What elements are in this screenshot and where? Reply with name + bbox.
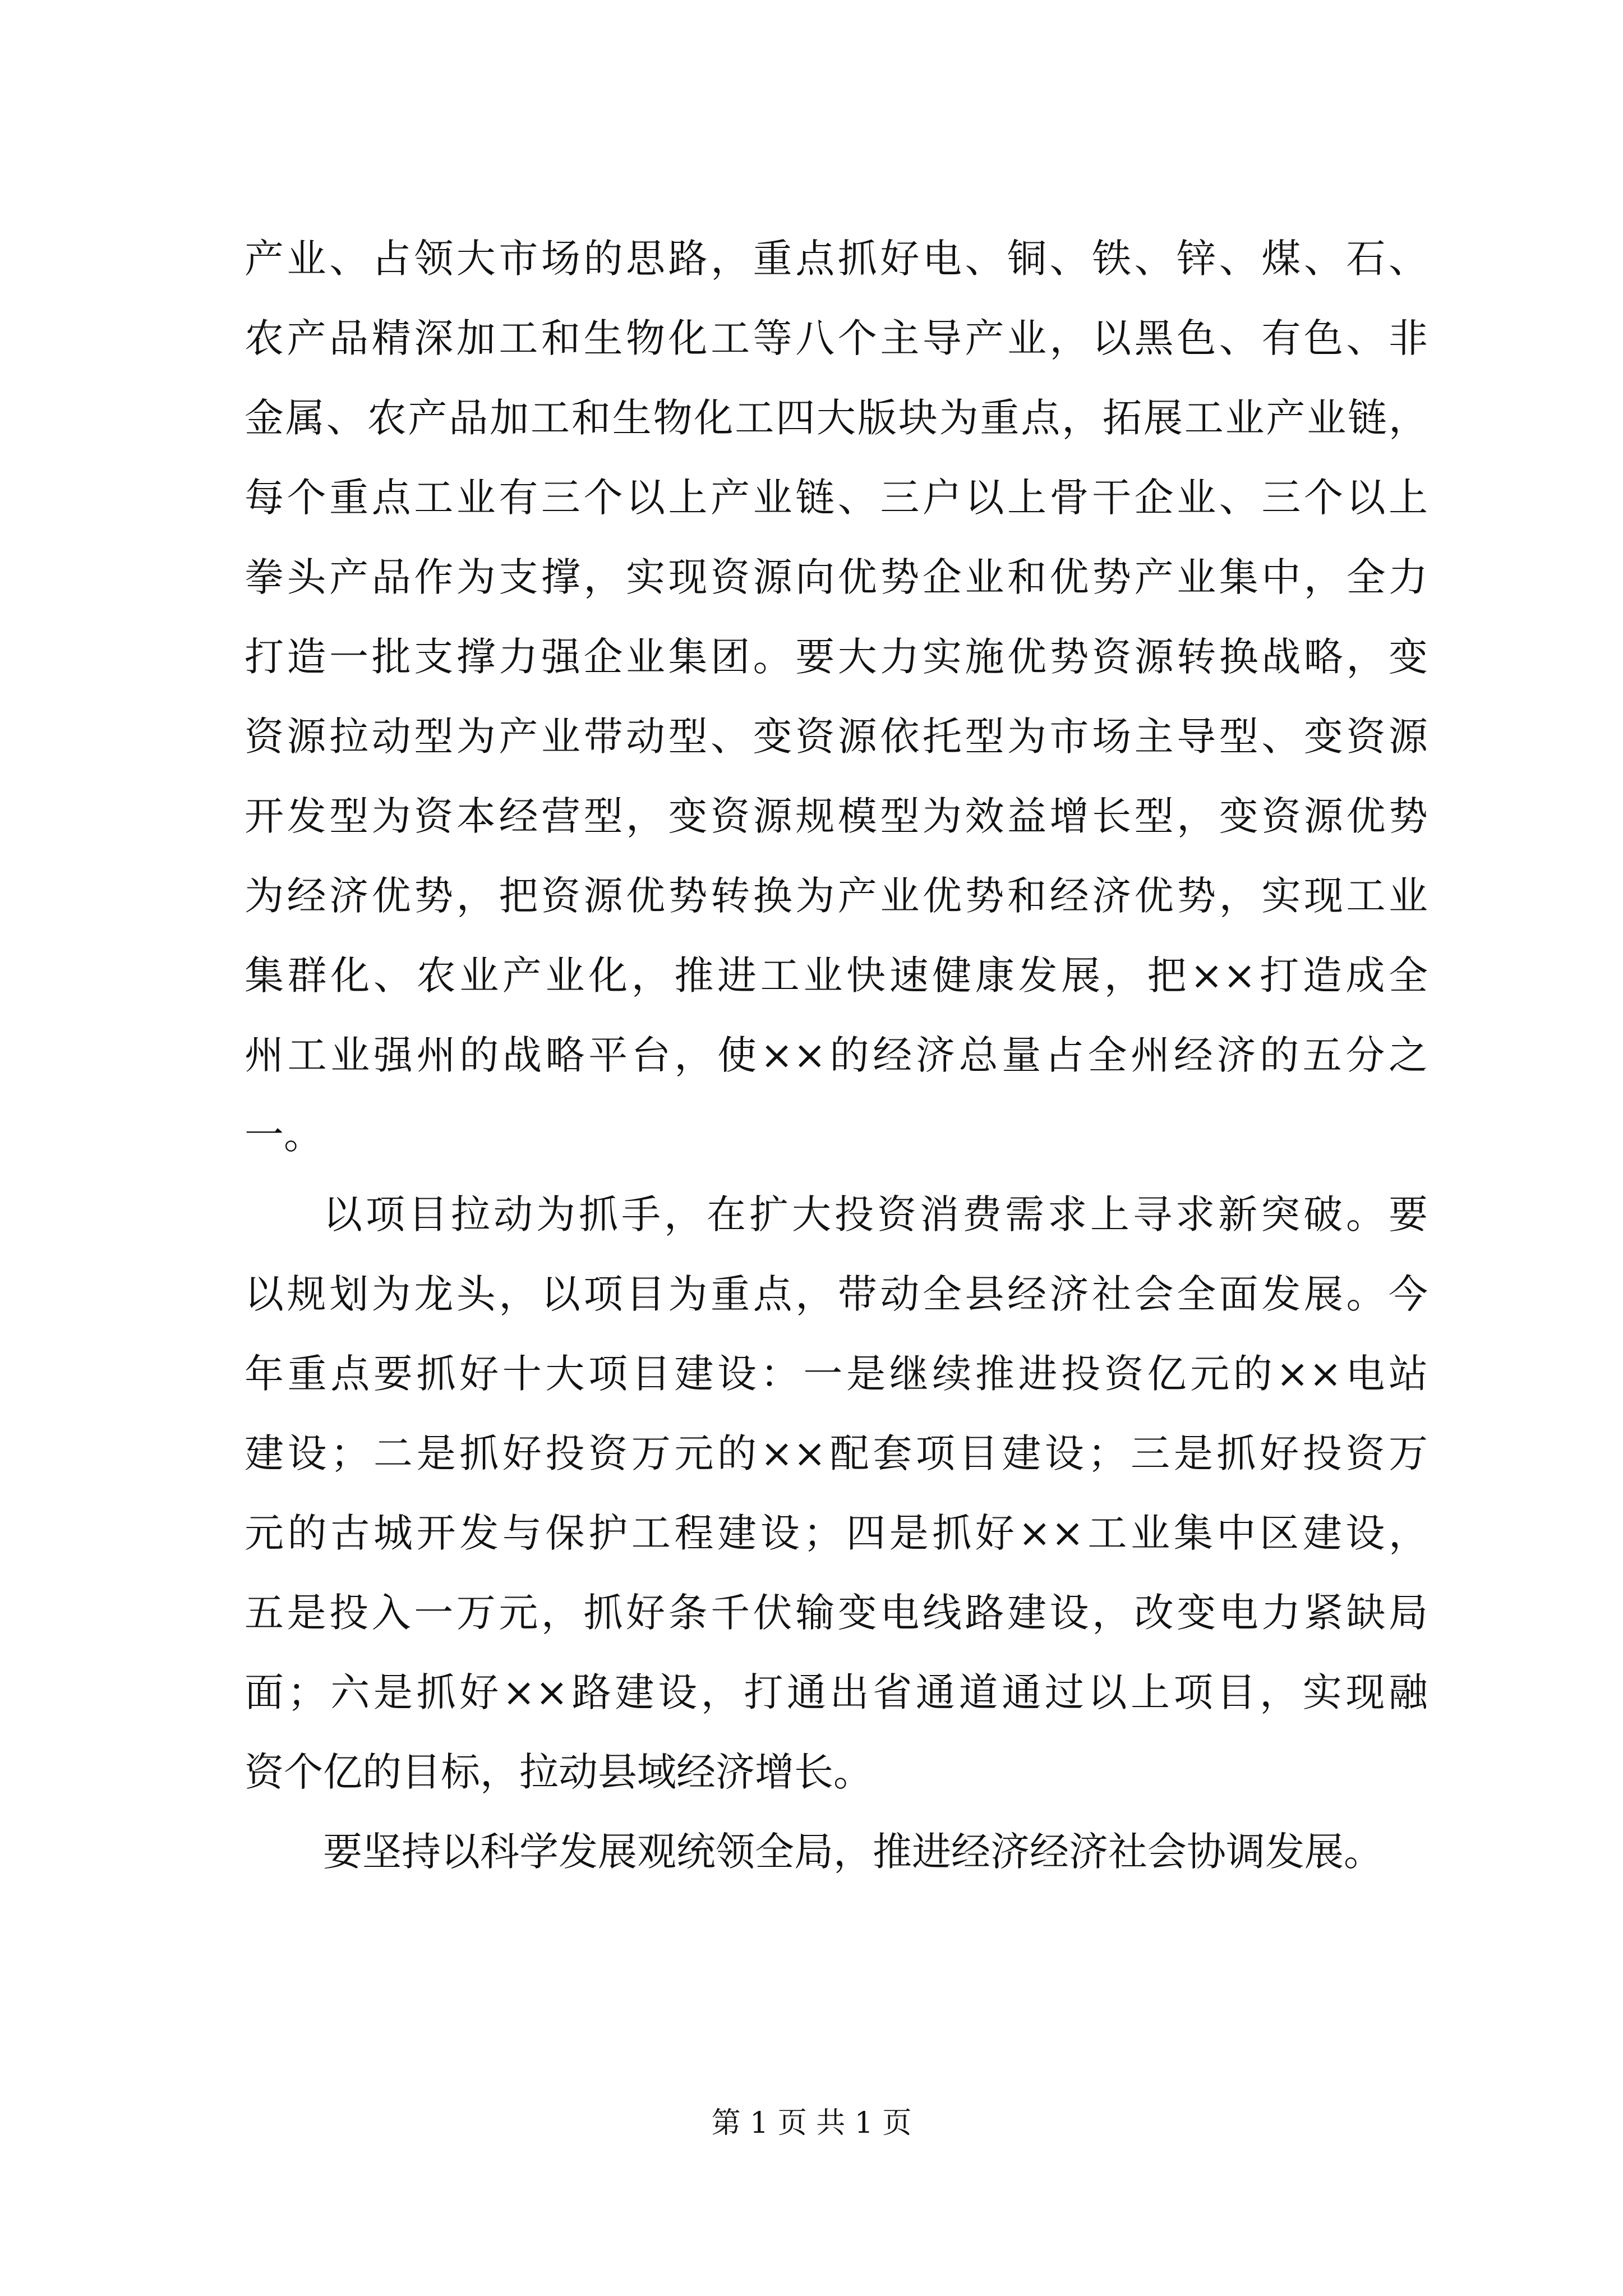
text-line: 以规划为龙头，以项目为重点，带动全县经济社会全面发展。今 [245,1271,1428,1317]
paragraph [245,1812,1428,1892]
text-line: 五是投入一万元，抓好条千伏输变电线路建设，改变电力紧缺局 [245,1590,1428,1636]
text-line: 年重点要抓好十大项目建设：一是继续推进投资亿元的××电站 [245,1351,1428,1397]
text-line: 开发型为资本经营型，变资源规模型为效益增长型，变资源优势 [245,793,1428,839]
text-line: 集群化、农业产业化，推进工业快速健康发展，把××打造成全 [245,953,1428,999]
text-line: 为经济优势，把资源优势转换为产业优势和经济优势，实现工业 [245,873,1428,919]
text-line: 拳头产品作为支撑，实现资源向优势企业和优势产业集中，全力 [245,554,1428,600]
text-line: 一。 [245,1112,323,1158]
text-line: 面；六是抓好××路建设，打通出省通道通过以上项目，实现融 [245,1669,1428,1715]
text-line: 每个重点工业有三个以上产业链、三户以上骨干企业、三个以上 [245,475,1428,521]
page-footer: 第 1 页 共 1 页 [711,2106,912,2140]
text-line: 州工业强州的战略平台，使××的经济总量占全州经济的五分之 [245,1032,1428,1078]
text-line: 建设；二是抓好投资万元的××配套项目建设；三是抓好投资万 [245,1430,1428,1476]
paragraph [245,219,1428,1175]
paragraph [245,1175,1428,1812]
text-line: 打造一批支撑力强企业集团。要大力实施优势资源转换战略，变 [245,634,1428,680]
text-line: 资个亿的目标，拉动县域经济增长。 [245,1749,873,1795]
text-line: 以项目拉动为抓手，在扩大投资消费需求上寻求新突破。要 [323,1191,1428,1237]
text-line: 元的古城开发与保护工程建设；四是抓好××工业集中区建设， [245,1510,1428,1556]
text-line: 产业、占领大市场的思路，重点抓好电、铜、铁、锌、煤、石、 [245,236,1428,282]
text-line: 资源拉动型为产业带动型、变资源依托型为市场主导型、变资源 [245,714,1428,760]
text-line: 要坚持以科学发展观统领全局，推进经济经济社会协调发展。 [323,1829,1383,1875]
text-line: 农产品精深加工和生物化工等八个主导产业，以黑色、有色、非 [245,315,1428,361]
text-line: 金属、农产品加工和生物化工四大版块为重点，拓展工业产业链， [245,395,1428,441]
document-body [245,219,1428,1892]
